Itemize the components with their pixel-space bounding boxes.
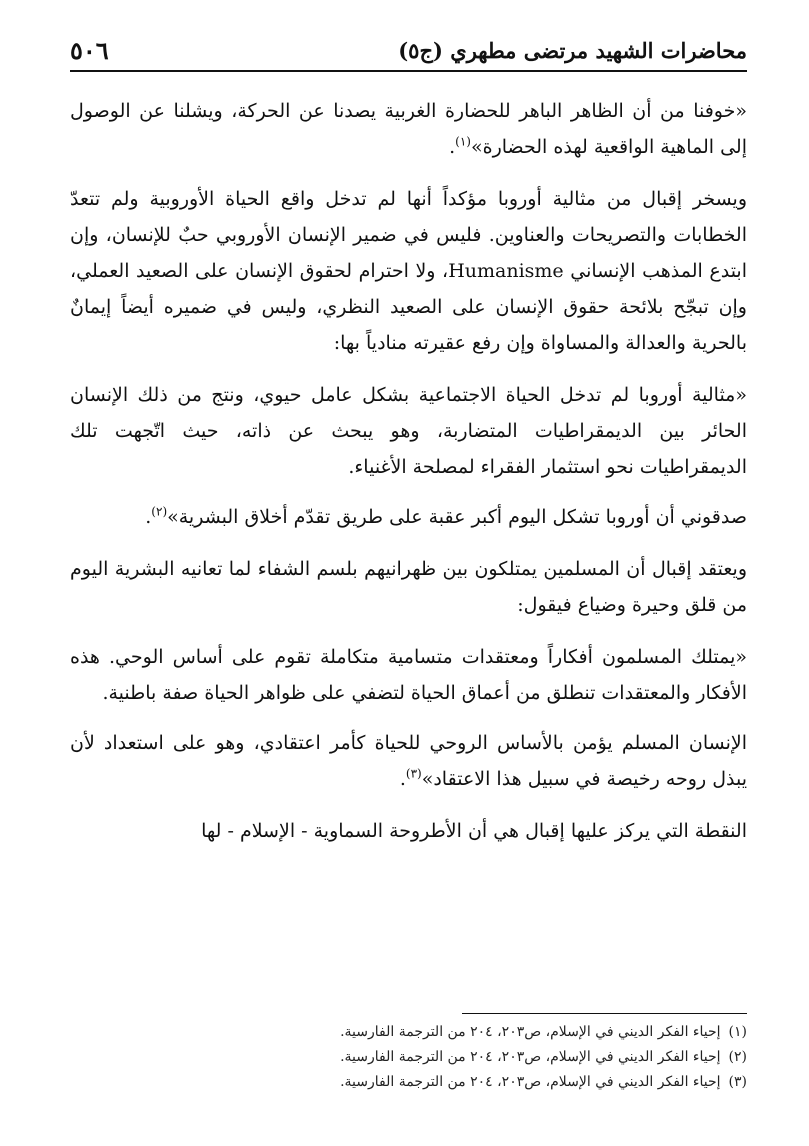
- footnote-1: (١)إحياء الفكر الديني في الإسلام، ص٢٠٣، ٢٠٤ من الترجمة الفارسية.: [340, 1024, 747, 1040]
- paragraph-6: «يمتلك المسلمون أفكاراً ومعتقدات متسامية متكاملة تقوم على أساس الوحي. هذه الأفكار والمعتقدات تنطلق من أعماق الحياة لتضفي على ظواهر الحياة صفة باطنية.: [70, 646, 747, 704]
- paragraph-2: ويسخر إقبال من مثالية أوروبا مؤكداً أنها لم تدخل واقع الحياة الأوروبية ولم تتعدّ الخطابات والتصريحات والعناوين. فليس في ضمير الإنسان الأوروبي حبٌ للإنسان، وإن ابتدع المذهب الإنساني Humanisme، ولا احترام لحقوق الإنسان على الصعيد العملي، وإن تبجّح بلائحة حقوق الإنسان على الصعيد النظري، وليس في ضميره أيضاً إيمانٌ بالحرية والعدالة والمساواة وإن رفع عقيرته منادياً بها:: [70, 188, 747, 354]
- paragraph-4: صدقوني أن أوروبا تشكل اليوم أكبر عقبة على طريق تقدّم أخلاق البشرية»$^{(٢)}$.: [145, 504, 747, 528]
- paragraph-3: «مثالية أوروبا لم تدخل الحياة الاجتماعية بشكل عامل حيوي، ونتج من ذلك الإنسان الحائر بين الديمقراطيات المتضاربة، وهو يبحث عن ذاته، حيث اتّجهت تلك الديمقراطيات نحو استثمار الفقراء لمصلحة الأغنياء.: [70, 384, 747, 478]
- footnote-ref-2[interactable]: (٢): [151, 504, 168, 519]
- footnotes: [70, 1020, 747, 1095]
- footnote-divider: [462, 1013, 747, 1014]
- page-header: [70, 30, 747, 72]
- running-title: محاضرات الشهيد مرتضى مطهري (ج٥): [398, 37, 747, 63]
- footnote-2: (٢)إحياء الفكر الديني في الإسلام، ص٢٠٣، ٢٠٤ من الترجمة الفارسية.: [340, 1049, 747, 1065]
- main-text: [70, 93, 747, 865]
- paragraph-1: «خوفنا من أن الظاهر الباهر للحضارة الغربية يصدنا عن الحركة، ويشلنا عن الوصول إلى الماهية الواقعية لهذه الحضارة»$^{(١)}$.: [70, 100, 747, 158]
- paragraph-5: ويعتقد إقبال أن المسلمين يمتلكون بين ظهرانيهم بلسم الشفاء لما تعانيه البشرية اليوم من قلق وحيرة وضياع فيقول:: [70, 558, 747, 616]
- paragraph-8: النقطة التي يركز عليها إقبال هي أن الأطروحة السماوية - الإسلام - لها: [201, 820, 747, 842]
- footnote-3: (٣)إحياء الفكر الديني في الإسلام، ص٢٠٣، ٢٠٤ من الترجمة الفارسية.: [340, 1074, 747, 1090]
- footnote-ref-1[interactable]: (١): [455, 134, 471, 149]
- footnote-ref-3[interactable]: (٣): [405, 766, 422, 781]
- page-number: ٥٠٦: [70, 35, 109, 65]
- paragraph-7: الإنسان المسلم يؤمن بالأساس الروحي للحياة كأمر اعتقادي، وهو على استعداد لأن يبذل روحه رخيصة في سبيل هذا الاعتقاد»$^{(٣)}$.: [70, 732, 747, 790]
